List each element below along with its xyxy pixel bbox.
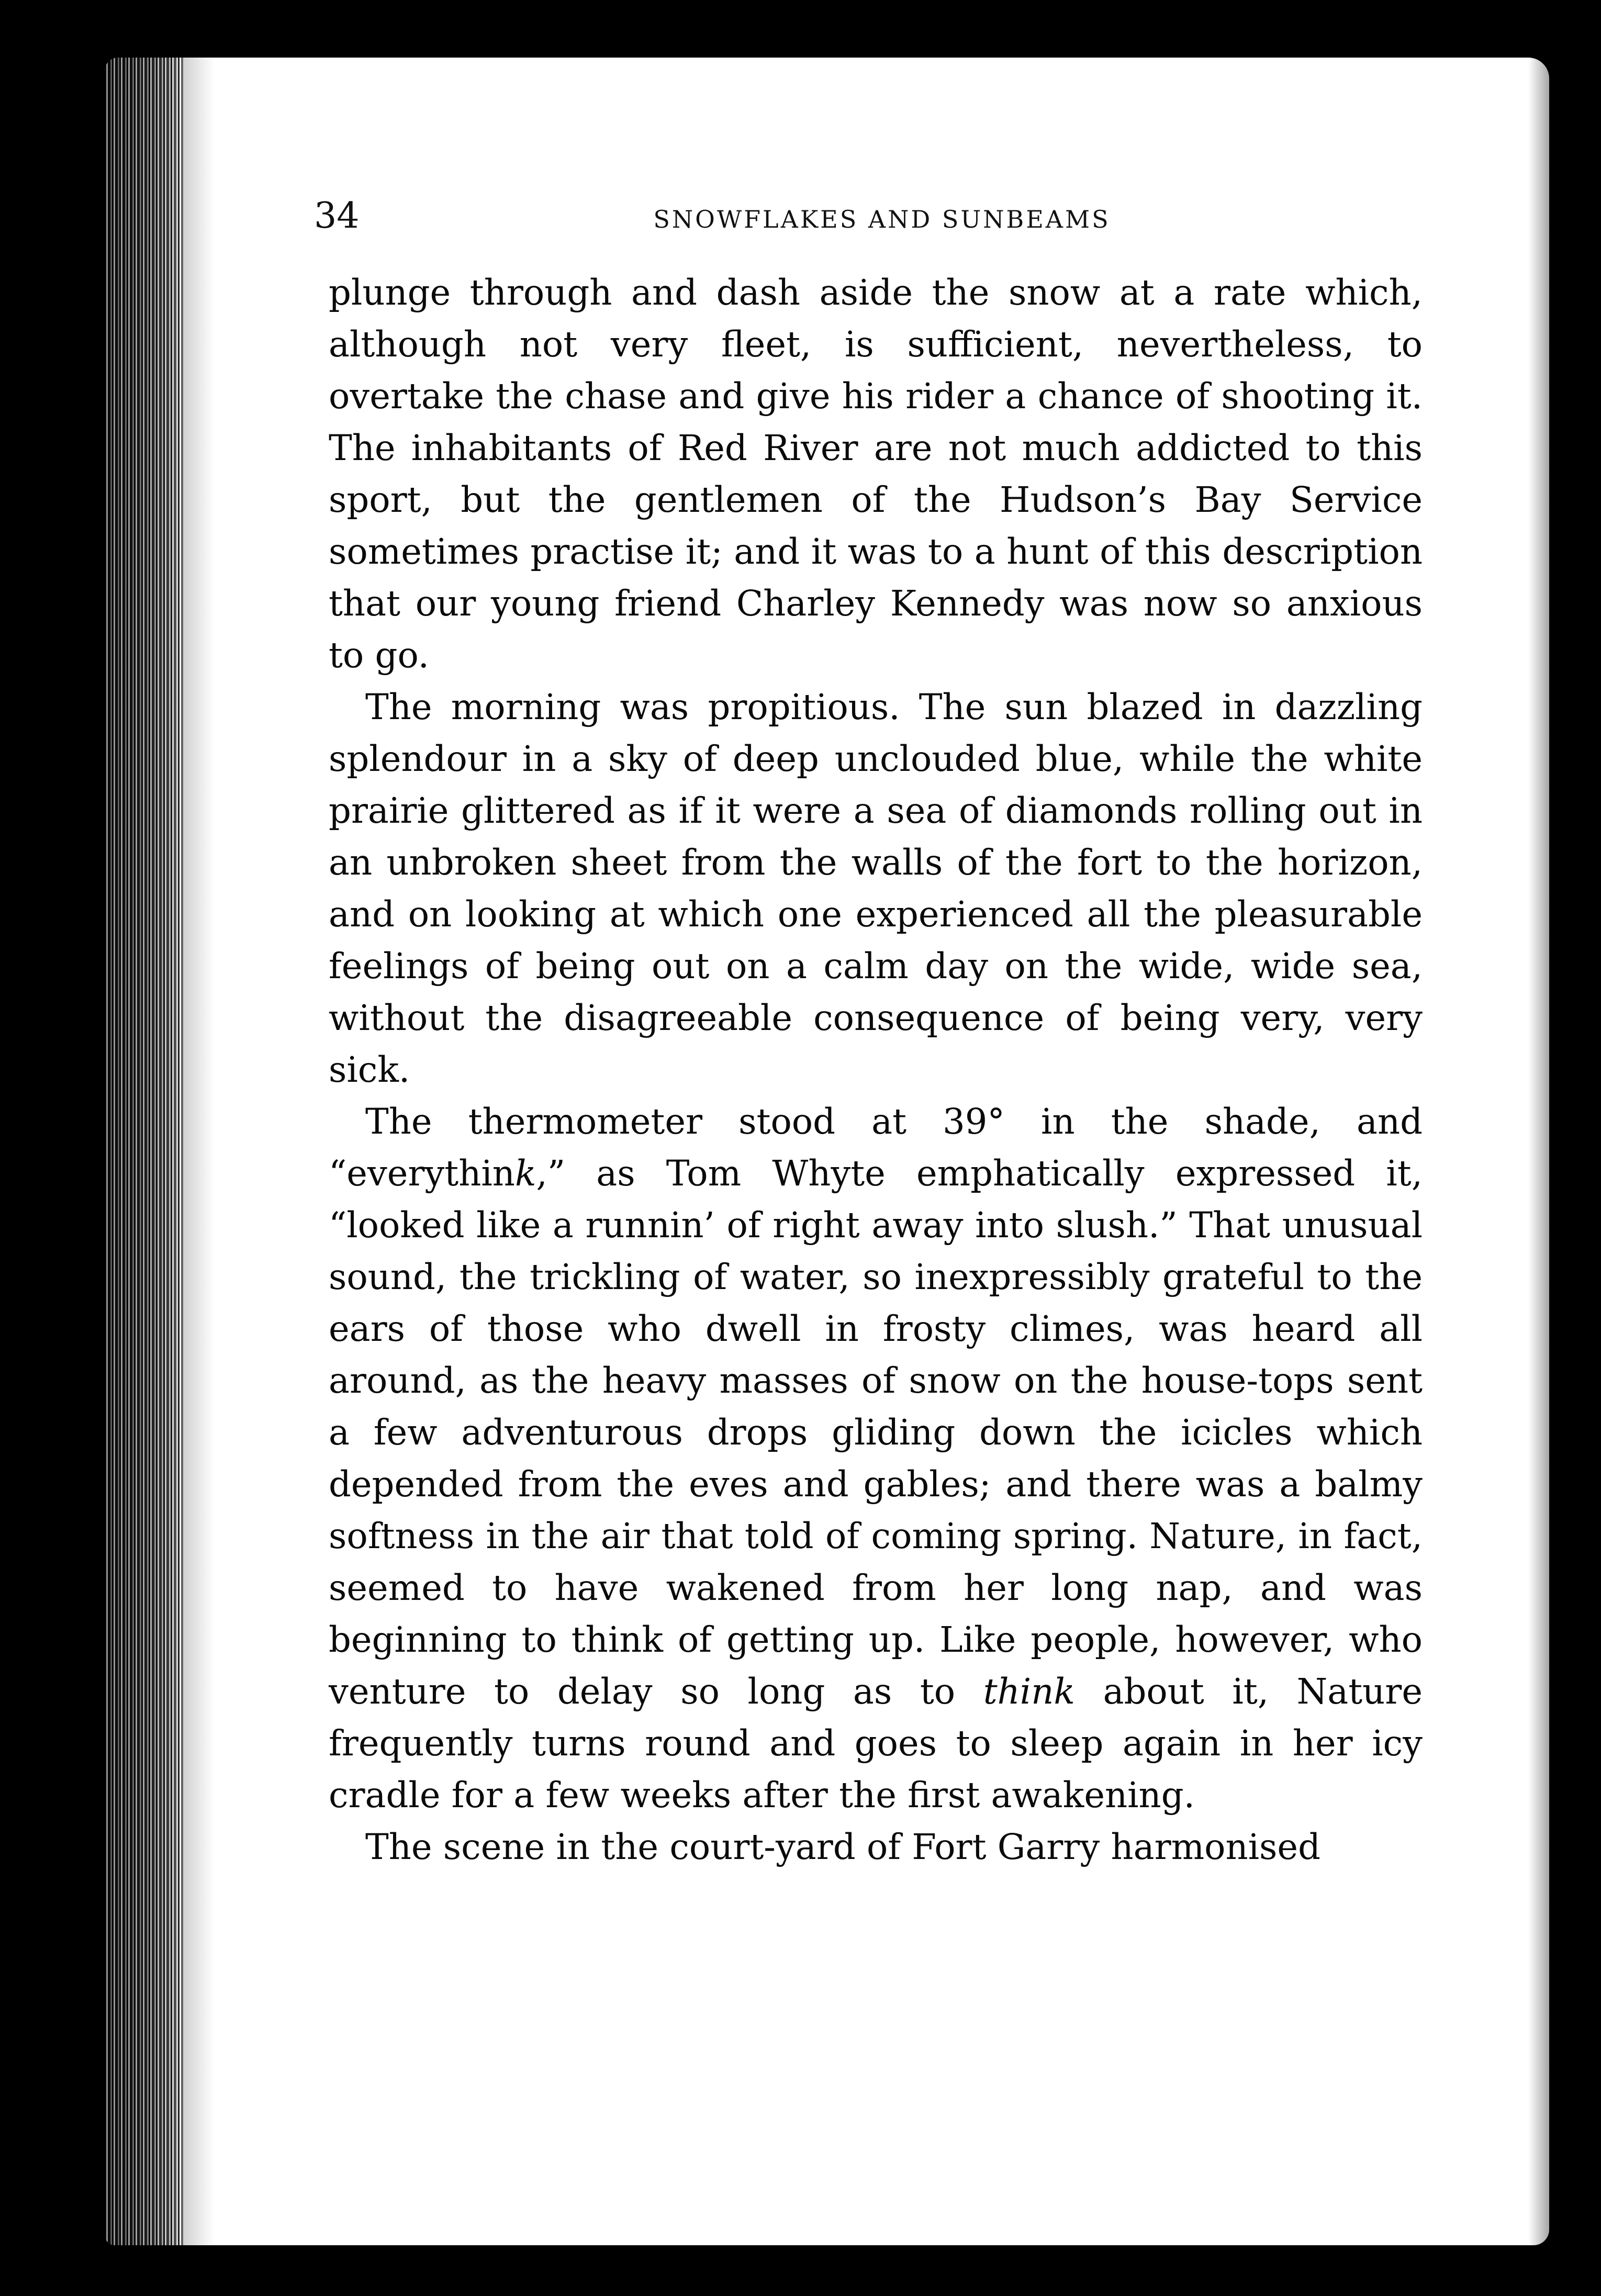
paragraph-3-part-1: The thermometer stood at 39° in the shade, and “everythin	[329, 1101, 1423, 1194]
binding-shadow	[183, 58, 215, 2245]
page-header	[314, 193, 1429, 240]
paragraph-3-part-3: about it, Nature frequently turns round and goes to sleep again in her icy cradle for a few weeks after the first awakening.	[329, 1671, 1423, 1816]
page-right-edge	[1528, 58, 1549, 2245]
paragraph-3-part-2: ,” as Tom Whyte emphatically expressed it, “looked like a runnin’ of right away into slush.” That unusual sound, the trickling of water, so inexpressibly grateful to the ears of those who dwell in frosty climes, was heard all around, as the heavy masses of snow on the house-tops sent a few adventurous drops gliding down the icicles which depended from the eves and gables; and there was a balmy softness in the air that told of coming spring. Nature, in fact, seemed to have wakened from her long nap, and was beginning to think of getting up. Like people, however, who venture to delay so long as to	[329, 1153, 1423, 1712]
paragraph-2: The morning was propitious. The sun blazed in dazzling splendour in a sky of deep unclouded blue, while the white prairie glittered as if it were a sea of diamonds rolling out in an unbroken sheet from the walls of the fort to the horizon, and on looking at which one experienced all the pleasurable feelings of being out on a calm day on the wide, wide sea, without the disagreeable consequence of being very, very sick.	[329, 687, 1423, 1090]
book-binding-edge	[105, 58, 183, 2245]
body-text	[329, 267, 1423, 1873]
running-title: SNOWFLAKES AND SUNBEAMS	[653, 205, 1111, 233]
paragraph-4: The scene in the court-yard of Fort Garry harmonised	[365, 1827, 1320, 1867]
paragraph-3-italic-k: k	[514, 1153, 536, 1194]
paragraph-3-italic-think: think	[983, 1671, 1075, 1712]
paragraph-1: plunge through and dash aside the snow at a rate which, although not very fleet, is sufficient, nevertheless, to overtake the chase and give his rider a chance of shooting it. The inhabitants of Red River are not much addicted to this sport, but the gentlemen of the Hudson’s Bay Service sometimes practise it; and it was to a hunt of this description that our young friend Charley Kennedy was now so anxious to go.	[329, 272, 1423, 676]
paragraph-3	[329, 1096, 1423, 1821]
page-number: 34	[314, 195, 360, 237]
